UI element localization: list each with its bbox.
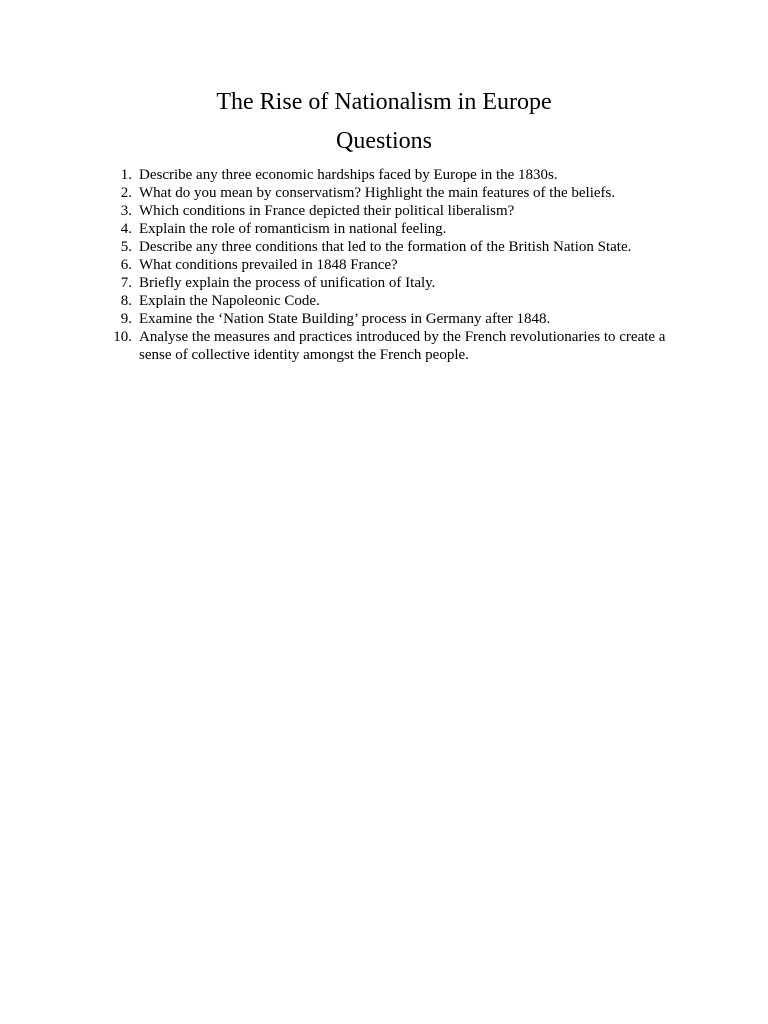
question-text: Explain the role of romanticism in national feeling. — [139, 221, 447, 237]
question-number: 6. — [120, 257, 132, 273]
question-number: 10. — [113, 329, 132, 345]
question-text: Which conditions in France depicted their political liberalism? — [139, 203, 515, 219]
question-item — [110, 274, 680, 292]
question-number: 5. — [120, 239, 132, 255]
question-number: 2. — [120, 185, 132, 201]
question-number: 7. — [120, 275, 132, 291]
question-item — [110, 256, 680, 274]
question-text: Describe any three economic hardships faced by Europe in the 1830s. — [139, 167, 558, 183]
question-item — [110, 202, 680, 220]
document-subtitle: Questions — [336, 128, 432, 154]
question-text: What conditions prevailed in 1848 France? — [139, 257, 398, 273]
question-item — [110, 166, 680, 184]
question-item — [110, 220, 680, 238]
question-number: 9. — [120, 311, 132, 327]
document-title: The Rise of Nationalism in Europe — [216, 89, 552, 115]
question-item — [110, 238, 680, 256]
question-number: 1. — [120, 167, 132, 183]
question-text: Describe any three conditions that led to the formation of the British Nation State. — [139, 239, 632, 255]
question-number: 3. — [120, 203, 132, 219]
question-text: Explain the Napoleonic Code. — [139, 293, 320, 309]
question-number: 4. — [120, 221, 132, 237]
question-text: Briefly explain the process of unification of Italy. — [139, 275, 436, 291]
question-item — [110, 328, 680, 364]
question-item — [110, 292, 680, 310]
question-list — [110, 166, 680, 364]
question-text: Examine the ‘Nation State Building’ process in Germany after 1848. — [139, 311, 551, 327]
question-item — [110, 310, 680, 328]
question-item — [110, 184, 680, 202]
question-number: 8. — [120, 293, 132, 309]
question-text: What do you mean by conservatism? Highlight the main features of the beliefs. — [139, 185, 616, 201]
question-text: Analyse the measures and practices introduced by the French revolutionaries to create a sense of collective identity amongst the French people. — [139, 329, 666, 363]
